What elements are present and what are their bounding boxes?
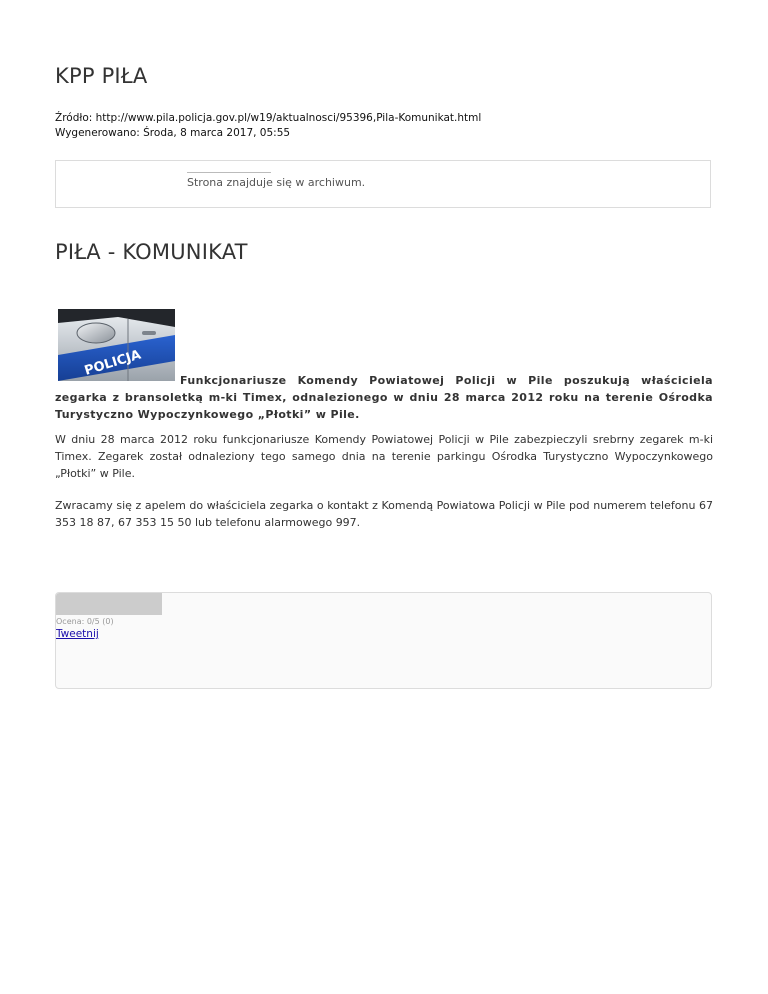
article-lead: Funkcjonariusze Komendy Powiatowej Policji w Pile poszukują właściciela zegarka z bransoletką m-ki Timex, odnalezionego w dniu 28 marca 2012 roku na terenie Ośrodka Turystyczno Wypoczynkowego „Płotki” w Pile. (55, 374, 713, 421)
rating-panel (55, 592, 712, 689)
archive-notice-text: Strona znajduje się w archiwum. (187, 176, 366, 189)
article-paragraph-2: Zwracamy się z apelem do właściciela zegarka o kontakt z Komendą Powiatowa Policji w Pile pod numerem telefonu 67 353 18 87, 67 353 15 50 lub telefonu alarmowego 997. (55, 499, 713, 529)
article-paragraph-1: W dniu 28 marca 2012 roku funkcjonariusze Komendy Powiatowej Policji w Pile zabezpieczyli srebrny zegarek m-ki Timex. Zegarek został odnaleziony tego samego dnia na terenie parkingu Ośrodka Turystyczno Wypoczynkowego „Płotki” w Pile. (55, 433, 713, 480)
archive-notice-box (55, 160, 711, 208)
site-title: KPP PIŁA (55, 64, 148, 88)
rating-stars-bar[interactable] (56, 593, 162, 615)
document-meta (55, 111, 481, 141)
archive-divider (187, 172, 271, 173)
car-lettering: POLICJA (82, 347, 143, 379)
article-title: PIŁA - KOMUNIKAT (55, 240, 248, 264)
tweet-link[interactable]: Tweetnij (56, 628, 99, 640)
police-car-photo (58, 309, 175, 381)
rating-text: Ocena: 0/5 (0) (56, 617, 114, 626)
source-line: Źródło: http://www.pila.policja.gov.pl/w19/aktualnosci/95396,Pila-Komunikat.html (55, 112, 482, 124)
generated-line: Wygenerowano: Środa, 8 marca 2017, 05:55 (55, 127, 291, 139)
